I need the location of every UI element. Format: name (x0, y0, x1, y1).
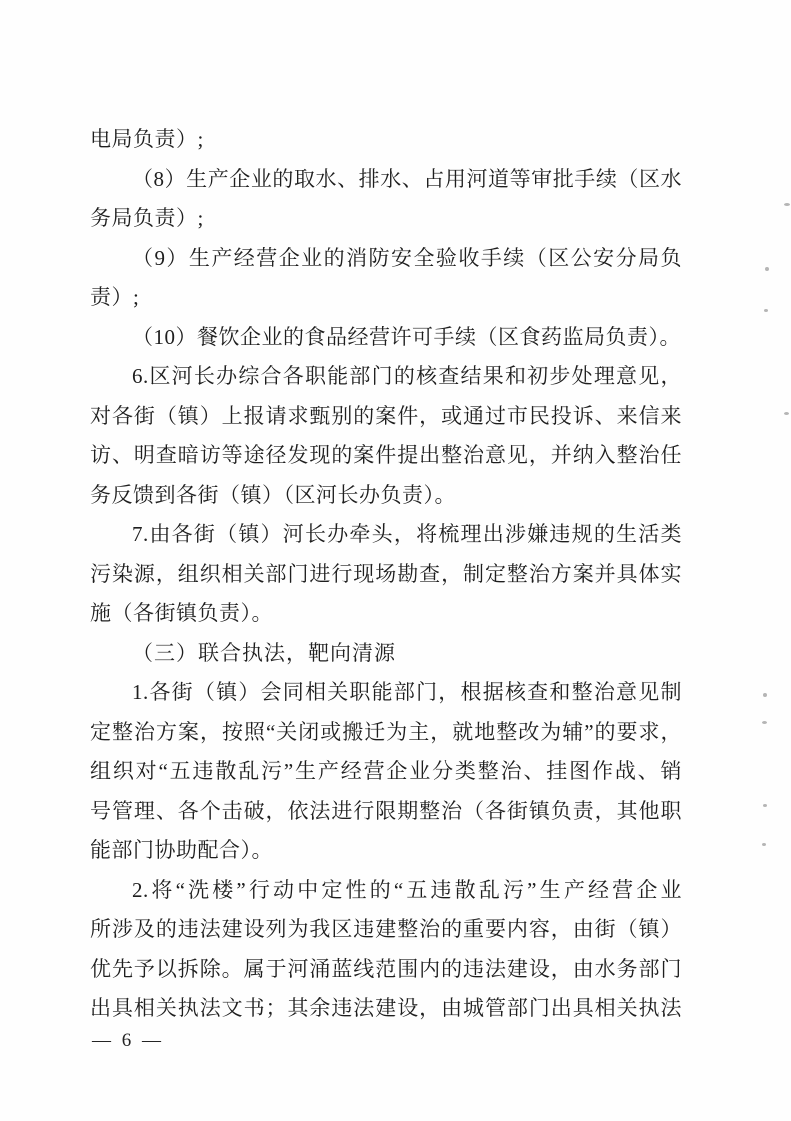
text-line: 所涉及的违法建设列为我区违建整治的重要内容，由街（镇） (90, 917, 682, 941)
text-line: 施（各街镇负责）。 (90, 601, 273, 625)
scan-speck (763, 804, 767, 807)
text-line: 出具相关执法文书；其余违法建设，由城管部门出具相关执法 (90, 996, 682, 1020)
scan-speck (784, 412, 789, 415)
scan-speck (762, 721, 767, 724)
scan-speck (763, 693, 767, 697)
scan-speck (764, 309, 768, 312)
scan-speck (765, 267, 769, 271)
text-line: 优先予以拆除。属于河涌蓝线范围内的违法建设，由水务部门 (90, 956, 682, 981)
text-line: （10）餐饮企业的食品经营许可手续（区食药监局负责）。 (132, 324, 681, 349)
text-line: 定整治方案，按照“关闭或搬迁为主，就地整改为辅”的要求， (90, 719, 682, 744)
page-number: — 6 — (92, 1030, 164, 1051)
text-line: 污染源，组织相关部门进行现场勘查，制定整治方案并具体实 (90, 561, 682, 586)
text-line: 2.将“洗楼”行动中定性的“五违散乱污”生产经营企业 (132, 877, 682, 902)
document-body (90, 120, 682, 1029)
text-line: 对各街（镇）上报请求甄别的案件，或通过市民投诉、来信来 (90, 403, 682, 428)
text-line: 访、明查暗访等途径发现的案件提出整治意见，并纳入整治任 (90, 443, 682, 467)
scan-speck (762, 843, 766, 846)
text-line: （三）联合执法，靶向清源 (132, 640, 396, 665)
scan-speck (784, 203, 790, 206)
text-line: （8）生产企业的取水、排水、占用河道等审批手续（区水 (132, 166, 682, 191)
text-line: 能部门协助配合）。 (90, 838, 273, 862)
text-line: 号管理、各个击破，依法进行限期整治（各街镇负责，其他职 (90, 798, 682, 823)
text-line: 1.各街（镇）会同相关职能部门，根据核查和整治意见制 (132, 680, 682, 704)
text-line: 务局负责）; (90, 206, 204, 230)
text-line: 责）; (90, 285, 140, 309)
text-line: 组织对“五违散乱污”生产经营企业分类整治、挂图作战、销 (90, 759, 682, 783)
text-line: 务反馈到各街（镇）（区河长办负责）。 (90, 482, 456, 507)
text-line: 6.区河长办综合各职能部门的核查结果和初步处理意见， (132, 364, 682, 388)
text-line: （9）生产经营企业的消防安全验收手续（区公安分局负 (132, 245, 682, 270)
text-line: 电局负责）; (90, 127, 204, 151)
text-line: 7.由各街（镇）河长办牵头，将梳理出涉嫌违规的生活类 (132, 522, 682, 546)
